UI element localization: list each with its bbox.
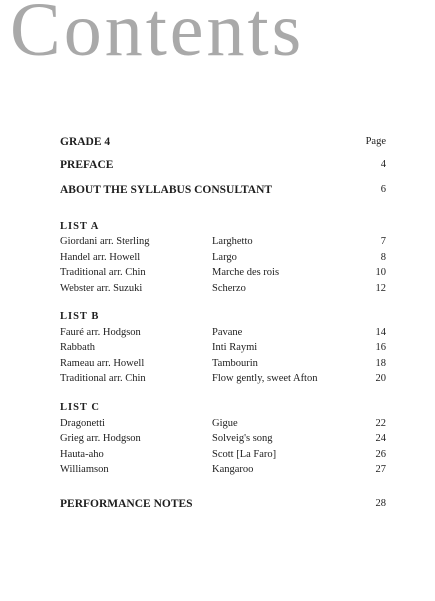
piece-title: Larghetto xyxy=(212,236,253,247)
piece-title: Marche des rois xyxy=(212,267,280,278)
list-item xyxy=(60,462,386,478)
page-number: 20 xyxy=(375,373,386,384)
list-item xyxy=(60,281,386,297)
list-b-label: LIST B xyxy=(60,311,100,322)
page-title: Contents xyxy=(10,0,305,72)
list-item xyxy=(60,340,386,356)
page-number: 16 xyxy=(375,342,386,353)
list-item xyxy=(60,447,386,463)
list-item xyxy=(60,416,386,432)
about-label: ABOUT THE SYLLABUS CONSULTANT xyxy=(60,184,273,196)
performance-notes-entry xyxy=(60,496,386,512)
list-item xyxy=(60,325,386,341)
piece-title: Pavane xyxy=(212,327,243,338)
piece-title: Flow gently, sweet Afton xyxy=(212,373,318,384)
preface-entry xyxy=(60,157,386,173)
page-number: 18 xyxy=(375,358,386,369)
piece-title: Inti Raymi xyxy=(212,342,258,353)
composer: Traditional arr. Chin xyxy=(60,267,146,278)
page-number: 27 xyxy=(375,464,386,475)
list-item xyxy=(60,234,386,250)
piece-title: Scherzo xyxy=(212,283,246,294)
about-entry xyxy=(60,182,386,198)
piece-title: Solveig's song xyxy=(212,433,273,444)
list-item xyxy=(60,371,386,387)
list-item xyxy=(60,431,386,447)
piece-title: Largo xyxy=(212,252,237,263)
grade-label: GRADE 4 xyxy=(60,136,111,148)
composer: Handel arr. Howell xyxy=(60,252,141,263)
list-item xyxy=(60,265,386,281)
page-number: 8 xyxy=(380,252,386,263)
list-c-label: LIST C xyxy=(60,402,100,413)
composer: Rameau arr. Howell xyxy=(60,358,145,369)
about-page: 6 xyxy=(380,184,386,195)
page-number: 12 xyxy=(375,283,386,294)
composer: Giordani arr. Sterling xyxy=(60,236,150,247)
list-item xyxy=(60,356,386,372)
piece-title: Scott [La Faro] xyxy=(212,449,277,460)
page-number: 7 xyxy=(380,236,386,247)
page-number: 14 xyxy=(375,327,386,338)
composer: Fauré arr. Hodgson xyxy=(60,327,141,338)
page-number: 26 xyxy=(375,449,386,460)
performance-notes-page: 28 xyxy=(375,498,386,509)
composer: Webster arr. Suzuki xyxy=(60,283,143,294)
composer: Dragonetti xyxy=(60,418,105,429)
piece-title: Kangaroo xyxy=(212,464,254,475)
list-a-label: LIST A xyxy=(60,221,100,232)
page-number: 10 xyxy=(375,267,386,278)
list-item xyxy=(60,250,386,266)
performance-notes-label: PERFORMANCE NOTES xyxy=(60,498,193,510)
page-number: 22 xyxy=(375,418,386,429)
preface-label: PREFACE xyxy=(60,159,114,171)
page-column-header: Page xyxy=(365,136,386,147)
grade-heading xyxy=(60,134,386,150)
composer: Grieg arr. Hodgson xyxy=(60,433,141,444)
composer: Rabbath xyxy=(60,342,95,353)
composer: Williamson xyxy=(60,464,109,475)
composer: Traditional arr. Chin xyxy=(60,373,146,384)
composer: Hauta-aho xyxy=(60,449,104,460)
piece-title: Tambourin xyxy=(212,358,258,369)
page-number: 24 xyxy=(375,433,386,444)
preface-page: 4 xyxy=(380,159,386,170)
piece-title: Gigue xyxy=(212,418,238,429)
